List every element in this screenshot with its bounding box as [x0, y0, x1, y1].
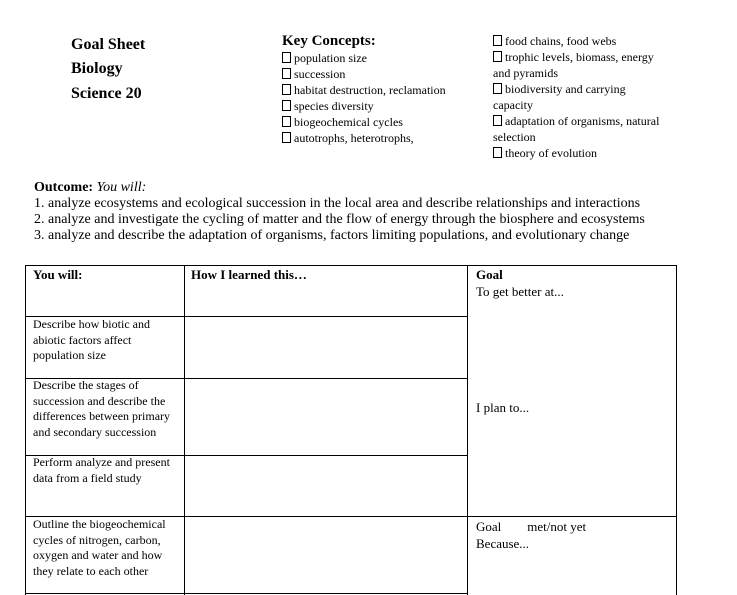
- concept-item: autotrophs, heterotrophs,: [282, 130, 472, 146]
- header-you-will: You will:: [33, 267, 83, 282]
- checkbox-icon: [282, 100, 291, 111]
- goal-plan: I plan to...: [476, 400, 530, 415]
- concept-item: food chains, food webs: [493, 33, 668, 49]
- table-border-left: [25, 265, 26, 595]
- table-border-right: [676, 265, 677, 595]
- goal-because: Because...: [476, 536, 530, 551]
- title-biology: Biology: [71, 60, 123, 77]
- goal-get-better: To get better at...: [476, 284, 564, 299]
- checkbox-icon: [493, 35, 502, 46]
- outcome-heading: Outcome: You will:: [34, 180, 147, 195]
- checkbox-icon: [282, 52, 291, 63]
- key-concepts-column-b: [493, 33, 668, 161]
- goal-met-label: Goal met/not yet: [476, 519, 587, 534]
- concept-item: biodiversity and carrying capacity: [493, 82, 626, 112]
- checkbox-icon: [493, 83, 502, 94]
- concept-item: trophic levels, biomass, energy and pyramids: [493, 50, 654, 80]
- table-divider-1: [184, 265, 185, 595]
- concept-item: theory of evolution: [493, 145, 668, 161]
- checkbox-icon: [282, 84, 291, 95]
- title-goal-sheet: Goal Sheet: [71, 36, 146, 53]
- outcome-section: [34, 180, 724, 244]
- concept-item: species diversity: [282, 98, 472, 114]
- checkbox-icon: [282, 116, 291, 127]
- outcome-line: 2. analyze and investigate the cycling of matter and the flow of energy through the biosphere and ecosystems: [34, 212, 645, 227]
- header-how-learned: How I learned this…: [191, 267, 307, 282]
- concept-item: biogeochemical cycles: [282, 114, 472, 130]
- checkbox-icon: [282, 68, 291, 79]
- concept-item: population size: [282, 50, 472, 66]
- concept-item: succession: [282, 66, 472, 82]
- key-concepts-heading: Key Concepts:: [282, 33, 376, 49]
- header-goal: Goal: [476, 267, 503, 282]
- concept-item: habitat destruction, reclamation: [282, 82, 472, 98]
- checkbox-icon: [282, 132, 291, 143]
- table-row: Describe how biotic and abiotic factors affect population size: [33, 317, 150, 362]
- concept-item: adaptation of organisms, natural selection: [493, 114, 660, 144]
- table-row: Describe the stages of succession and describe the differences between primary and secondary succession: [33, 378, 171, 439]
- table-border-top: [25, 265, 677, 266]
- outcome-line: 1. analyze ecosystems and ecological succession in the local area and describe relationships and interactions: [34, 196, 641, 211]
- checkbox-icon: [493, 147, 502, 158]
- checkbox-icon: [493, 51, 502, 62]
- row-line-bottom: [25, 593, 468, 594]
- table-row: Outline the biogeochemical cycles of nitrogen, carbon, oxygen and water and how they relate to each other: [33, 517, 166, 578]
- table-row: Perform analyze and present data from a field study: [33, 455, 170, 485]
- outcome-line: 3. analyze and describe the adaptation of organisms, factors limiting populations, and evolutionary change: [34, 228, 630, 243]
- goal-table: [25, 265, 677, 595]
- key-concepts-column-a: [282, 50, 472, 146]
- title-science-20: Science 20: [71, 85, 142, 102]
- goal-divider: [467, 516, 677, 517]
- checkbox-icon: [493, 115, 502, 126]
- table-divider-2: [467, 265, 468, 595]
